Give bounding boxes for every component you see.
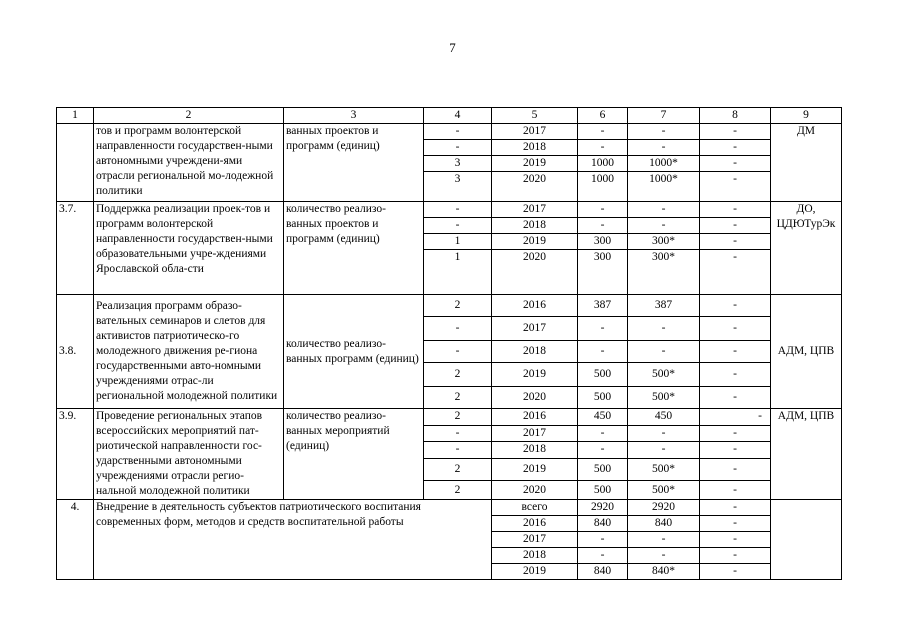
cell-year: 2019	[492, 458, 578, 481]
page-number: 7	[449, 40, 456, 55]
table-row	[57, 409, 842, 426]
header-cell: 6	[578, 108, 628, 124]
cell-c6: 1000	[578, 172, 628, 202]
cell-year: 2016	[492, 409, 578, 426]
cell-year: 2020	[492, 250, 578, 295]
table-row	[57, 500, 842, 516]
cell-c6: 450	[578, 409, 628, 426]
cell-c8: -	[700, 250, 771, 295]
cell-c7: -	[628, 548, 700, 564]
cell-year: 2017	[492, 425, 578, 442]
item-executor: АДМ, ЦПВ	[771, 409, 842, 500]
cell-c8: -	[700, 425, 771, 442]
cell-c6: 500	[578, 387, 628, 409]
cell-c6: -	[578, 341, 628, 363]
cell-c8: -	[700, 172, 771, 202]
cell-c6: 500	[578, 363, 628, 387]
cell-c7: 450	[628, 409, 700, 426]
item-indicator: ванных проектов и программ (единиц)	[284, 124, 424, 202]
item-number: 3.7.	[57, 202, 94, 295]
cell-c4: -	[424, 202, 492, 218]
cell-c4: 3	[424, 172, 492, 202]
cell-year: 2017	[492, 202, 578, 218]
cell-c7: 500*	[628, 387, 700, 409]
cell-c7: 1000*	[628, 172, 700, 202]
cell-c4: -	[424, 442, 492, 459]
cell-c8: -	[700, 202, 771, 218]
cell-year: 2019	[492, 363, 578, 387]
cell-c8: -	[700, 409, 771, 426]
cell-c6: 500	[578, 481, 628, 500]
cell-c7: -	[628, 532, 700, 548]
cell-c6: 300	[578, 250, 628, 295]
cell-c7: 500*	[628, 363, 700, 387]
header-row	[57, 108, 842, 124]
cell-c8: -	[700, 532, 771, 548]
cell-c7: 2920	[628, 500, 700, 516]
cell-c8: -	[700, 458, 771, 481]
cell-c8: -	[700, 341, 771, 363]
cell-c4: -	[424, 218, 492, 234]
cell-c4: 2	[424, 458, 492, 481]
header-cell: 8	[700, 108, 771, 124]
cell-c8: -	[700, 234, 771, 250]
cell-c4: -	[424, 124, 492, 140]
cell-c4: -	[424, 317, 492, 341]
item-name: Поддержка реализации проек-тов и программ волонтерской направленности государствен-ными образовательными учре-ждениями Ярославской обла-сти	[94, 202, 284, 295]
cell-c6: 840	[578, 564, 628, 580]
item-name: Внедрение в деятельность субъектов патриотического воспитания современных форм, методов и средств воспитательной работы	[94, 500, 492, 580]
cell-c7: 300*	[628, 234, 700, 250]
cell-c6: -	[578, 317, 628, 341]
cell-c4: 2	[424, 481, 492, 500]
cell-c6: 2920	[578, 500, 628, 516]
cell-c6: 387	[578, 295, 628, 317]
cell-c7: 387	[628, 295, 700, 317]
cell-c7: 840*	[628, 564, 700, 580]
cell-year: 2020	[492, 481, 578, 500]
cell-c4: 2	[424, 409, 492, 426]
cell-year: 2019	[492, 564, 578, 580]
cell-year: 2016	[492, 295, 578, 317]
cell-c8: -	[700, 317, 771, 341]
item-executor: ДО, ЦДЮТурЭк	[771, 202, 842, 295]
cell-c8: -	[700, 442, 771, 459]
cell-c6: -	[578, 548, 628, 564]
cell-c4: -	[424, 140, 492, 156]
cell-c7: 500*	[628, 481, 700, 500]
table-row	[57, 124, 842, 140]
cell-c6: -	[578, 442, 628, 459]
cell-c4: 2	[424, 387, 492, 409]
cell-c7: -	[628, 140, 700, 156]
cell-c8: -	[700, 124, 771, 140]
header-cell: 2	[94, 108, 284, 124]
cell-c4: 1	[424, 234, 492, 250]
item-name: Проведение региональных этапов всероссийских мероприятий пат-риотической направленности гос-ударственными автономными учреждениями отрасли регио-нальной молодежной политики	[94, 409, 284, 500]
cell-year: 2020	[492, 387, 578, 409]
cell-c6: -	[578, 202, 628, 218]
cell-year: 2018	[492, 548, 578, 564]
item-number	[57, 124, 94, 202]
item-name: Реализация программ образо-вательных семинаров и слетов для активистов патриотическо-го молодежного движения ре-гиона государственными авто-номными учреждениями отрас-ли региональной молодежной политики	[94, 295, 284, 409]
cell-c7: -	[628, 341, 700, 363]
program-table	[56, 107, 842, 580]
cell-year: 2018	[492, 442, 578, 459]
cell-c4: 2	[424, 363, 492, 387]
cell-year: 2018	[492, 140, 578, 156]
cell-c6: 840	[578, 516, 628, 532]
item-indicator: количество реализо-ванных мероприятий (единиц)	[284, 409, 424, 500]
item-executor: ДМ	[771, 124, 842, 202]
cell-c8: -	[700, 548, 771, 564]
header-cell: 7	[628, 108, 700, 124]
cell-c6: 300	[578, 234, 628, 250]
cell-c6: 500	[578, 458, 628, 481]
cell-year: 2018	[492, 341, 578, 363]
item-number: 3.8.	[57, 295, 94, 409]
cell-c6: 1000	[578, 156, 628, 172]
table-row	[57, 295, 842, 317]
header-cell: 4	[424, 108, 492, 124]
item-number: 3.9.	[57, 409, 94, 500]
cell-c6: -	[578, 124, 628, 140]
cell-year: 2017	[492, 317, 578, 341]
cell-c7: -	[628, 317, 700, 341]
cell-c4: 1	[424, 250, 492, 295]
cell-c6: -	[578, 425, 628, 442]
header-cell: 9	[771, 108, 842, 124]
cell-c7: -	[628, 218, 700, 234]
cell-c8: -	[700, 387, 771, 409]
cell-c4: 2	[424, 295, 492, 317]
item-name: тов и программ волонтерской направленности государствен-ными автономными учреждени-ями отрасли региональной мо-лодежной политики	[94, 124, 284, 202]
cell-c7: -	[628, 442, 700, 459]
cell-c8: -	[700, 500, 771, 516]
cell-year: 2020	[492, 172, 578, 202]
cell-c6: -	[578, 218, 628, 234]
header-cell: 3	[284, 108, 424, 124]
cell-c8: -	[700, 564, 771, 580]
cell-c8: -	[700, 295, 771, 317]
cell-c7: 840	[628, 516, 700, 532]
header-cell: 5	[492, 108, 578, 124]
cell-c8: -	[700, 481, 771, 500]
item-indicator: количество реализо-ванных программ (единиц)	[284, 295, 424, 409]
item-number: 4.	[57, 500, 94, 580]
cell-c8: -	[700, 516, 771, 532]
cell-c7: -	[628, 425, 700, 442]
cell-year: 2017	[492, 124, 578, 140]
cell-c7: 1000*	[628, 156, 700, 172]
cell-c7: -	[628, 124, 700, 140]
cell-c8: -	[700, 363, 771, 387]
cell-c8: -	[700, 156, 771, 172]
item-executor: АДМ, ЦПВ	[771, 295, 842, 409]
cell-c6: -	[578, 532, 628, 548]
cell-c8: -	[700, 140, 771, 156]
cell-year: 2017	[492, 532, 578, 548]
table-row	[57, 202, 842, 218]
cell-c8: -	[700, 218, 771, 234]
cell-c7: 300*	[628, 250, 700, 295]
cell-c7: 500*	[628, 458, 700, 481]
cell-year: 2019	[492, 156, 578, 172]
cell-year: всего	[492, 500, 578, 516]
cell-c6: -	[578, 140, 628, 156]
item-indicator: количество реализо-ванных проектов и программ (единиц)	[284, 202, 424, 295]
cell-c4: 3	[424, 156, 492, 172]
cell-c7: -	[628, 202, 700, 218]
header-cell: 1	[57, 108, 94, 124]
cell-year: 2018	[492, 218, 578, 234]
cell-c4: -	[424, 341, 492, 363]
cell-year: 2019	[492, 234, 578, 250]
cell-year: 2016	[492, 516, 578, 532]
item-executor	[771, 500, 842, 580]
cell-c4: -	[424, 425, 492, 442]
